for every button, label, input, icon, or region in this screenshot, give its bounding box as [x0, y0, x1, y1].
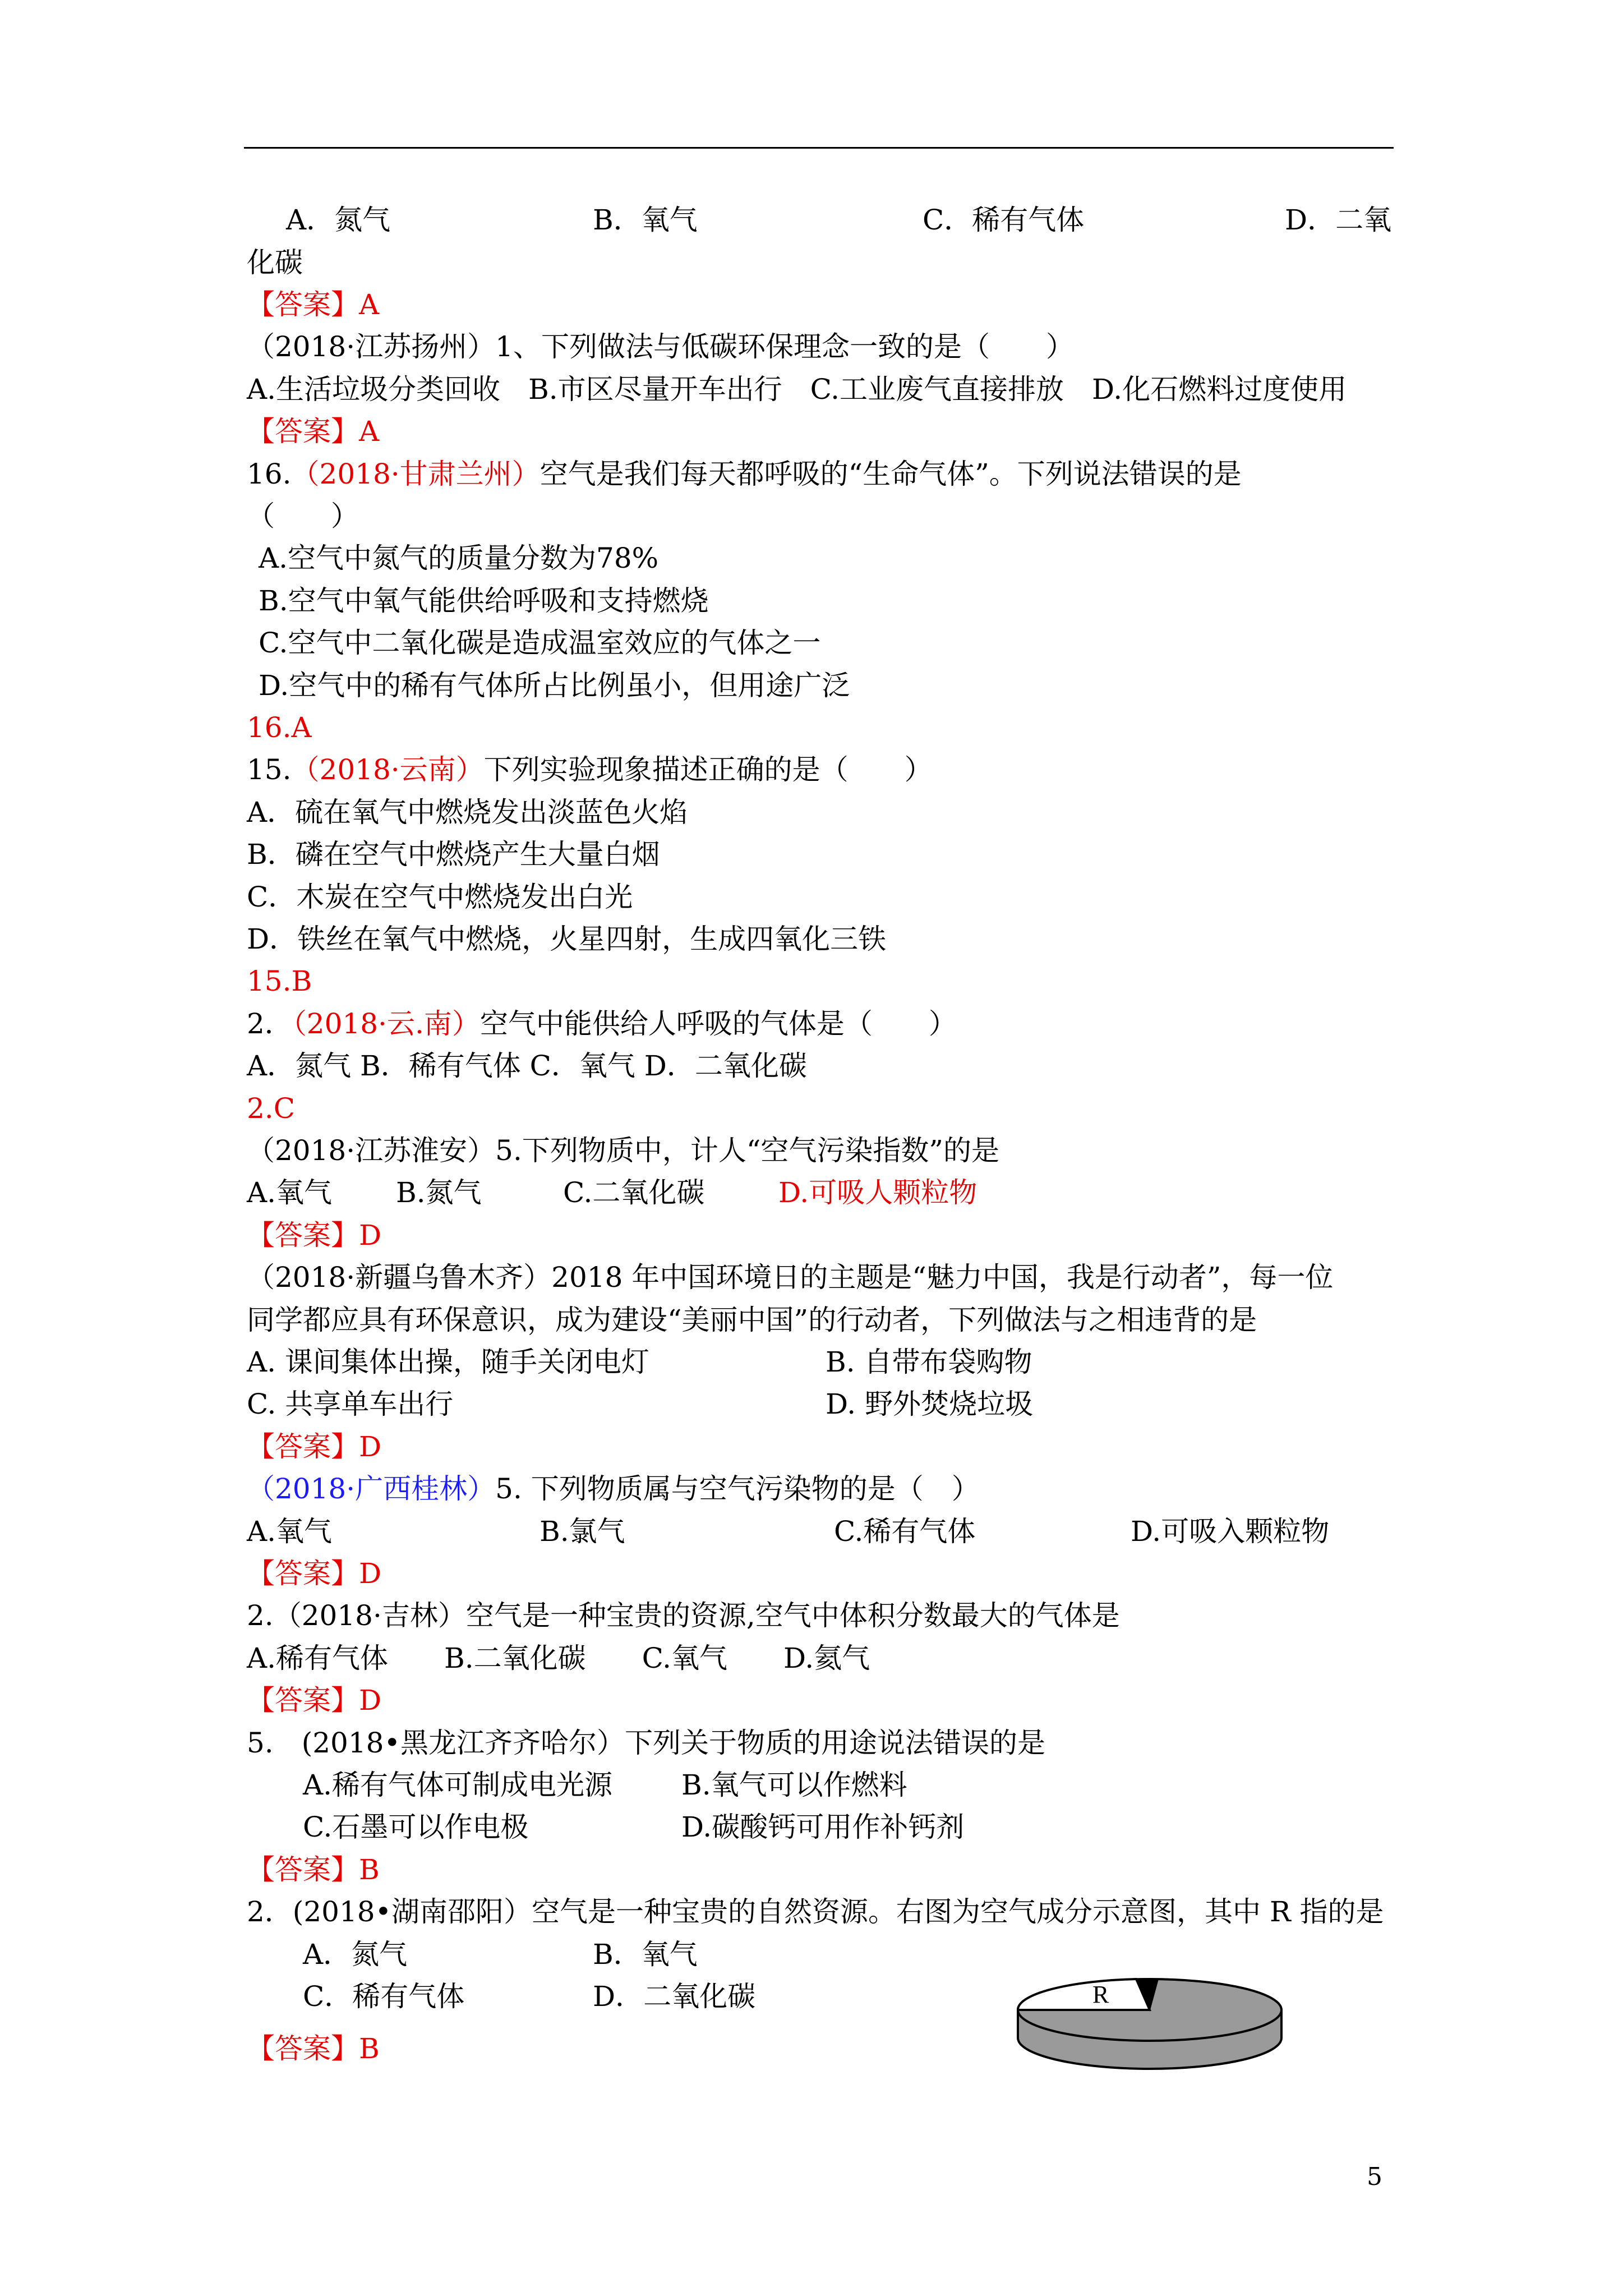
- q2-option-d: D.空气中的稀有气体所占比例虽小，但用途广泛: [259, 669, 850, 702]
- q7-option-a: A.氧气: [247, 1515, 333, 1548]
- q4-source: （2018·云.南）: [292, 1007, 480, 1040]
- q7-source: （2018·广西桂林）: [247, 1473, 496, 1505]
- q5-answer: 【答案】D: [247, 1219, 382, 1251]
- q3-answer: 15.B: [247, 965, 312, 997]
- q6-option-c: C. 共享单车出行: [247, 1388, 454, 1420]
- q2-answer: 16.A: [247, 711, 312, 744]
- q3-stem: [247, 752, 933, 787]
- q9-stem: 5. (2018•黑龙江齐齐哈尔）下列关于物质的用途说法错误的是: [247, 1727, 1045, 1759]
- header-rule: [244, 147, 1394, 149]
- q5-option-d-text: D.可吸人颗粒物: [778, 1176, 978, 1209]
- q0-option-c: C．稀有气体: [923, 204, 1085, 236]
- q4-number: 2．: [247, 1007, 293, 1040]
- q0-option-d-continued: 化碳: [247, 246, 303, 279]
- q1-answer: 【答案】A: [247, 415, 380, 448]
- q3-option-d: D．铁丝在氧气中燃烧，火星四射，生成四氧化三铁: [247, 923, 887, 955]
- q2-stem-text: 空气是我们每天都呼吸的“生命气体”。下列说法错误的是: [540, 458, 1242, 490]
- q3-source: （2018·云南）: [291, 753, 484, 786]
- q3-stem-text: 下列实验现象描述正确的是（ ）: [483, 753, 933, 786]
- q7-stem-text: 5. 下列物质属与空气污染物的是（ ）: [495, 1473, 980, 1505]
- q2-paren: （ ）: [247, 500, 359, 532]
- q9-answer: 【答案】B: [247, 1853, 380, 1886]
- page-number: 5: [1367, 2162, 1382, 2191]
- q4-stem: [247, 1006, 957, 1041]
- pie-slice-r: [1018, 1979, 1150, 2010]
- q5-option-c: C.二氧化碳: [563, 1176, 705, 1209]
- q0-option-b: B．氧气: [593, 204, 698, 236]
- pie-label-r: R: [1092, 1981, 1109, 2008]
- q4-answer: 2.C: [247, 1092, 295, 1125]
- q10-option-a: A．氮气: [303, 1938, 408, 1971]
- q9-option-d: D.碳酸钙可用作补钙剂: [681, 1811, 965, 1843]
- q9-option-b: B.氧气可以作燃料: [681, 1769, 907, 1801]
- q2-number: 16.: [247, 458, 292, 490]
- q7-stem: [247, 1471, 980, 1506]
- q7-option-c: C.稀有气体: [834, 1515, 976, 1548]
- q10-option-c: C．稀有气体: [303, 1980, 465, 2013]
- q6-option-b: B. 自带布袋购物: [826, 1346, 1032, 1378]
- q2-option-c: C.空气中二氧化碳是造成温室效应的气体之一: [259, 627, 821, 659]
- q5-option-b: B.氮气: [396, 1176, 482, 1209]
- q6-answer: 【答案】D: [247, 1430, 382, 1463]
- q7-option-d: D.可吸入颗粒物: [1131, 1515, 1330, 1548]
- q6-stem-line2: 同学都应具有环保意识，成为建设“美丽中国”的行动者，下列做法与之相违背的是: [247, 1304, 1257, 1336]
- q3-number: 15.: [247, 753, 292, 786]
- q0-answer: 【答案】A: [247, 288, 380, 321]
- q5-option-d: [778, 1175, 977, 1210]
- q10-option-d: D．二氧化碳: [593, 1980, 756, 2013]
- q1-stem: （2018·江苏扬州）1、下列做法与低碳环保理念一致的是（ ）: [247, 330, 1074, 363]
- q2-source: （2018·甘肃兰州）: [291, 458, 540, 490]
- q6-stem-line1: （2018·新疆乌鲁木齐）2018 年中国环境日的主题是“魅力中国，我是行动者”，每一位: [247, 1261, 1334, 1294]
- air-composition-figure: [1009, 1968, 1290, 2080]
- q2-option-a: A.空气中氮气的质量分数为78%: [259, 542, 659, 574]
- q7-answer: 【答案】D: [247, 1557, 382, 1590]
- q6-option-a: A. 课间集体出操，随手关闭电灯: [247, 1346, 649, 1378]
- q1-options: A.生活垃圾分类回收 B.市区尽量开车出行 C.工业废气直接排放 D.化石燃料过度使用: [247, 373, 1347, 406]
- q10-answer: 【答案】B: [247, 2032, 380, 2065]
- q2-option-b: B.空气中氧气能供给呼吸和支持燃烧: [259, 585, 709, 617]
- q8-options: A.稀有气体 B.二氧化碳 C.氧气 D.氦气: [247, 1642, 870, 1674]
- q0-option-a: A．氮气: [286, 204, 391, 236]
- q3-option-c: C．木炭在空气中燃烧发出白光: [247, 881, 633, 913]
- q10-option-b: B．氧气: [593, 1938, 698, 1971]
- q8-answer: 【答案】D: [247, 1684, 382, 1717]
- q2-stem: [247, 457, 1242, 491]
- q3-option-a: A．硫在氧气中燃烧发出淡蓝色火焰: [247, 796, 688, 829]
- q4-stem-text: 空气中能供给人呼吸的气体是（ ）: [479, 1007, 957, 1040]
- q4-options: A．氮气 B．稀有气体 C．氧气 D．二氧化碳: [247, 1050, 807, 1082]
- q9-option-c: C.石墨可以作电极: [303, 1811, 529, 1843]
- q7-option-b: B.氯气: [540, 1515, 625, 1548]
- q10-stem: 2．(2018•湖南邵阳）空气是一种宝贵的自然资源。右图为空气成分示意图，其中 R 指的是: [247, 1895, 1384, 1928]
- q3-option-b: B．磷在空气中燃烧产生大量白烟: [247, 838, 660, 871]
- q0-option-d: D．二氧: [1285, 204, 1392, 236]
- q5-stem: （2018·江苏淮安）5.下列物质中，计人“空气污染指数”的是: [247, 1134, 999, 1167]
- q8-stem: 2.（2018·吉林）空气是一种宝贵的资源,空气中体积分数最大的气体是: [247, 1599, 1120, 1632]
- q5-option-a: A.氧气: [247, 1176, 333, 1209]
- q6-option-d: D. 野外焚烧垃圾: [826, 1388, 1034, 1420]
- q9-option-a: A.稀有气体可制成电光源: [303, 1769, 613, 1801]
